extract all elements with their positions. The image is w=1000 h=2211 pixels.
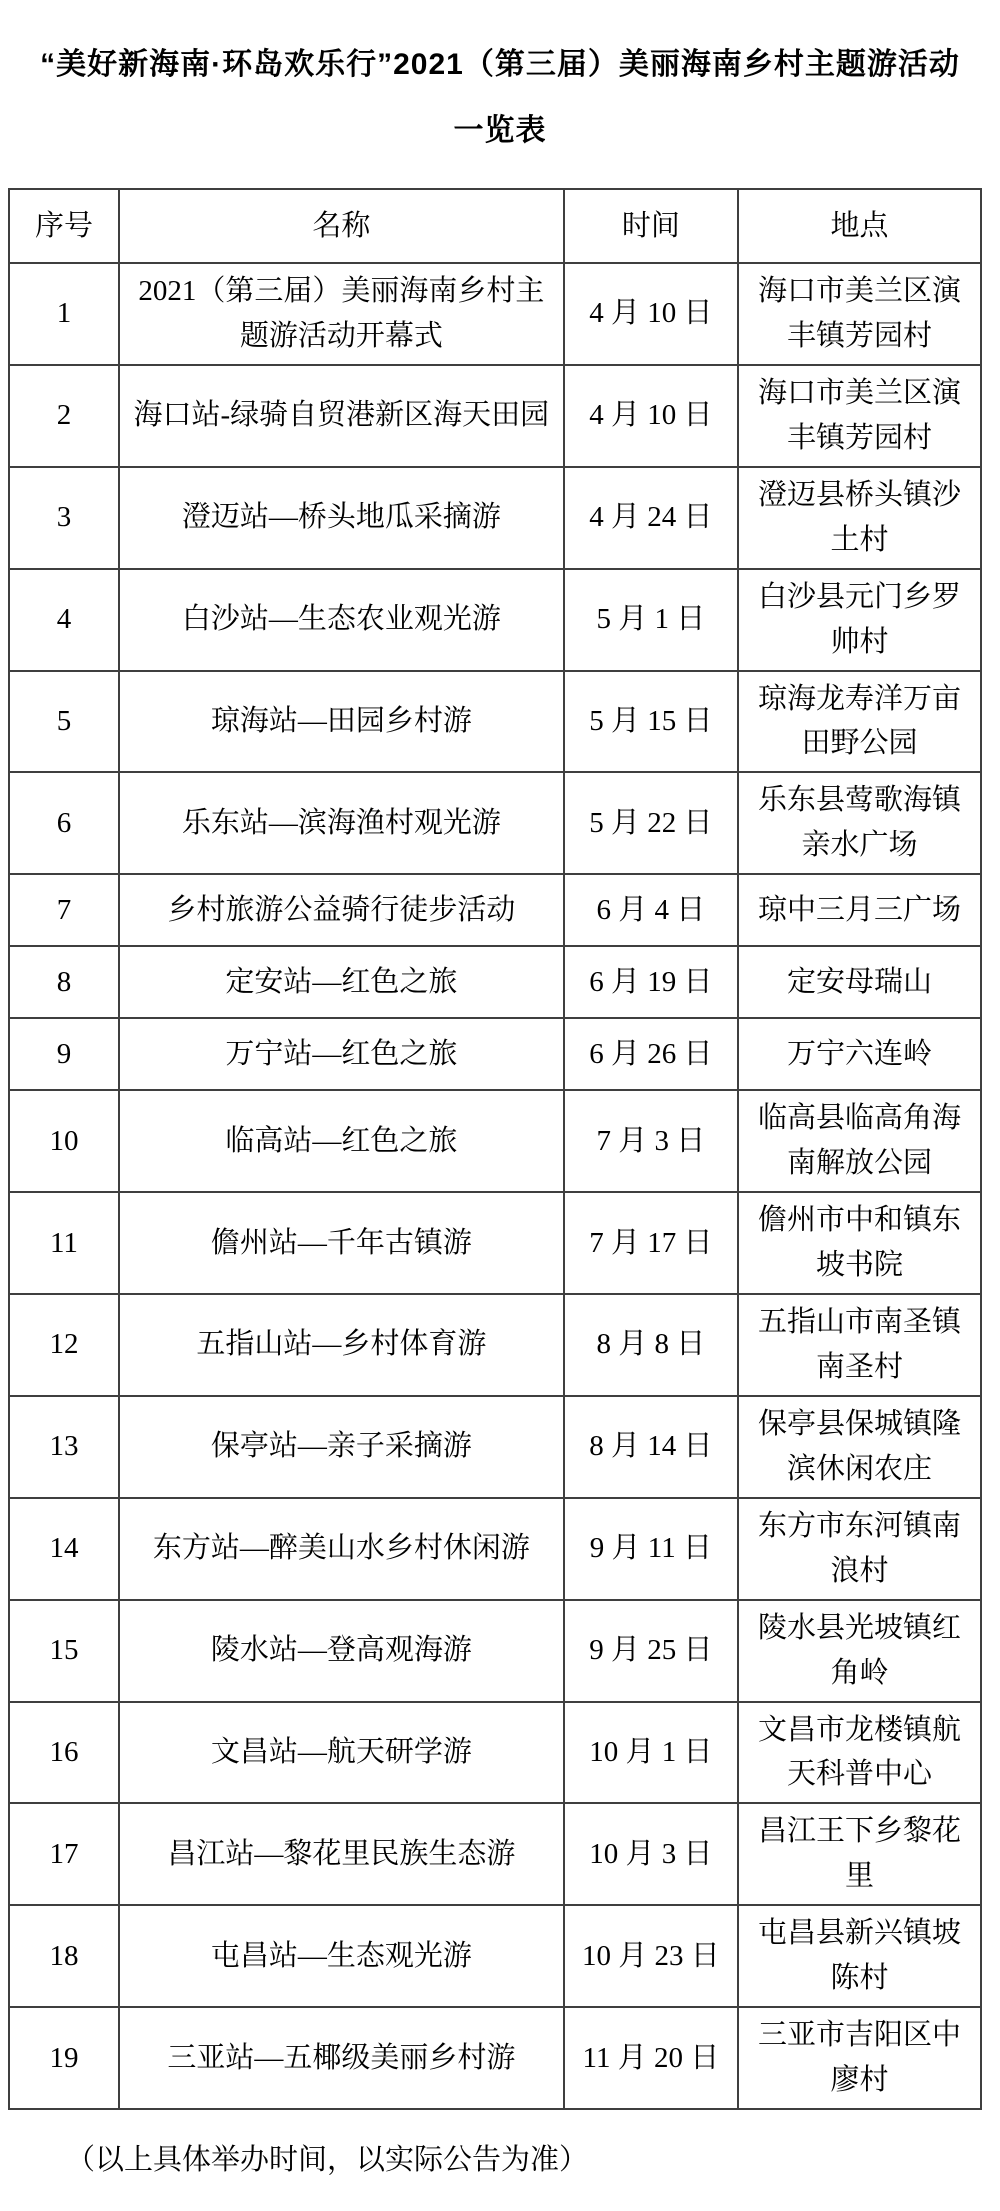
table-row xyxy=(9,1803,981,1905)
cell-place: 五指山市南圣镇南圣村 xyxy=(738,1294,981,1396)
table-row xyxy=(9,1600,981,1702)
table-row xyxy=(9,569,981,671)
table-row xyxy=(9,365,981,467)
cell-number: 1 xyxy=(9,263,119,365)
table-row xyxy=(9,772,981,874)
cell-time: 6 月 4 日 xyxy=(564,874,738,946)
cell-place: 万宁六连岭 xyxy=(738,1018,981,1090)
cell-name: 定安站—红色之旅 xyxy=(119,946,564,1018)
cell-time: 10 月 23 日 xyxy=(564,1905,738,2007)
cell-name: 儋州站—千年古镇游 xyxy=(119,1192,564,1294)
cell-place: 琼海龙寿洋万亩田野公园 xyxy=(738,671,981,773)
cell-place: 儋州市中和镇东坡书院 xyxy=(738,1192,981,1294)
cell-place: 白沙县元门乡罗帅村 xyxy=(738,569,981,671)
cell-time: 7 月 17 日 xyxy=(564,1192,738,1294)
cell-number: 11 xyxy=(9,1192,119,1294)
table-row xyxy=(9,1498,981,1600)
cell-number: 4 xyxy=(9,569,119,671)
cell-name: 东方站—醉美山水乡村休闲游 xyxy=(119,1498,564,1600)
cell-number: 18 xyxy=(9,1905,119,2007)
events-table xyxy=(8,188,982,2110)
page-title: “美好新海南·环岛欢乐行”2021（第三届）美丽海南乡村主题游活动一览表 xyxy=(40,48,960,147)
cell-number: 6 xyxy=(9,772,119,874)
cell-name: 海口站-绿骑自贸港新区海天田园 xyxy=(119,365,564,467)
cell-name: 昌江站—黎花里民族生态游 xyxy=(119,1803,564,1905)
table-row xyxy=(9,1294,981,1396)
cell-place: 海口市美兰区演丰镇芳园村 xyxy=(738,263,981,365)
cell-time: 10 月 1 日 xyxy=(564,1702,738,1804)
cell-number: 19 xyxy=(9,2007,119,2109)
cell-place: 临高县临高角海南解放公园 xyxy=(738,1090,981,1192)
cell-number: 15 xyxy=(9,1600,119,1702)
cell-place: 琼中三月三广场 xyxy=(738,874,981,946)
column-header-time: 时间 xyxy=(564,189,738,263)
cell-name: 临高站—红色之旅 xyxy=(119,1090,564,1192)
cell-name: 澄迈站—桥头地瓜采摘游 xyxy=(119,467,564,569)
table-header-row xyxy=(9,189,981,263)
cell-name: 保亭站—亲子采摘游 xyxy=(119,1396,564,1498)
cell-place: 三亚市吉阳区中廖村 xyxy=(738,2007,981,2109)
cell-time: 5 月 1 日 xyxy=(564,569,738,671)
cell-number: 3 xyxy=(9,467,119,569)
cell-place: 文昌市龙楼镇航天科普中心 xyxy=(738,1702,981,1804)
cell-time: 9 月 11 日 xyxy=(564,1498,738,1600)
cell-number: 8 xyxy=(9,946,119,1018)
cell-place: 乐东县莺歌海镇亲水广场 xyxy=(738,772,981,874)
table-row xyxy=(9,671,981,773)
cell-number: 9 xyxy=(9,1018,119,1090)
cell-time: 8 月 14 日 xyxy=(564,1396,738,1498)
cell-time: 5 月 15 日 xyxy=(564,671,738,773)
cell-number: 17 xyxy=(9,1803,119,1905)
cell-number: 16 xyxy=(9,1702,119,1804)
cell-time: 4 月 10 日 xyxy=(564,365,738,467)
cell-place: 屯昌县新兴镇坡陈村 xyxy=(738,1905,981,2007)
cell-name: 陵水站—登高观海游 xyxy=(119,1600,564,1702)
cell-name: 万宁站—红色之旅 xyxy=(119,1018,564,1090)
cell-number: 5 xyxy=(9,671,119,773)
footnote: （以上具体举办时间，以实际公告为准） xyxy=(66,2144,589,2176)
cell-time: 10 月 3 日 xyxy=(564,1803,738,1905)
cell-time: 9 月 25 日 xyxy=(564,1600,738,1702)
table-row xyxy=(9,1905,981,2007)
table-body xyxy=(9,263,981,2109)
table-row xyxy=(9,1090,981,1192)
cell-place: 昌江王下乡黎花里 xyxy=(738,1803,981,1905)
cell-number: 14 xyxy=(9,1498,119,1600)
table-row xyxy=(9,1702,981,1804)
column-header-number: 序号 xyxy=(9,189,119,263)
cell-time: 11 月 20 日 xyxy=(564,2007,738,2109)
table-row xyxy=(9,263,981,365)
cell-name: 文昌站—航天研学游 xyxy=(119,1702,564,1804)
cell-number: 2 xyxy=(9,365,119,467)
cell-name: 乐东站—滨海渔村观光游 xyxy=(119,772,564,874)
table-row xyxy=(9,1018,981,1090)
cell-time: 8 月 8 日 xyxy=(564,1294,738,1396)
cell-name: 三亚站—五椰级美丽乡村游 xyxy=(119,2007,564,2109)
cell-time: 4 月 24 日 xyxy=(564,467,738,569)
cell-number: 7 xyxy=(9,874,119,946)
cell-place: 海口市美兰区演丰镇芳园村 xyxy=(738,365,981,467)
cell-name: 白沙站—生态农业观光游 xyxy=(119,569,564,671)
cell-time: 4 月 10 日 xyxy=(564,263,738,365)
cell-number: 10 xyxy=(9,1090,119,1192)
cell-place: 保亭县保城镇隆滨休闲农庄 xyxy=(738,1396,981,1498)
cell-name: 乡村旅游公益骑行徒步活动 xyxy=(119,874,564,946)
cell-number: 12 xyxy=(9,1294,119,1396)
table-row xyxy=(9,2007,981,2109)
table-row xyxy=(9,1192,981,1294)
cell-time: 6 月 19 日 xyxy=(564,946,738,1018)
column-header-name: 名称 xyxy=(119,189,564,263)
cell-name: 琼海站—田园乡村游 xyxy=(119,671,564,773)
column-header-place: 地点 xyxy=(738,189,981,263)
cell-number: 13 xyxy=(9,1396,119,1498)
cell-time: 5 月 22 日 xyxy=(564,772,738,874)
cell-name: 2021（第三届）美丽海南乡村主题游活动开幕式 xyxy=(119,263,564,365)
cell-name: 五指山站—乡村体育游 xyxy=(119,1294,564,1396)
cell-place: 陵水县光坡镇红角岭 xyxy=(738,1600,981,1702)
table-row xyxy=(9,1396,981,1498)
cell-name: 屯昌站—生态观光游 xyxy=(119,1905,564,2007)
table-row xyxy=(9,874,981,946)
table-row xyxy=(9,467,981,569)
cell-time: 6 月 26 日 xyxy=(564,1018,738,1090)
cell-place: 东方市东河镇南浪村 xyxy=(738,1498,981,1600)
cell-time: 7 月 3 日 xyxy=(564,1090,738,1192)
cell-place: 定安母瑞山 xyxy=(738,946,981,1018)
cell-place: 澄迈县桥头镇沙土村 xyxy=(738,467,981,569)
table-row xyxy=(9,946,981,1018)
